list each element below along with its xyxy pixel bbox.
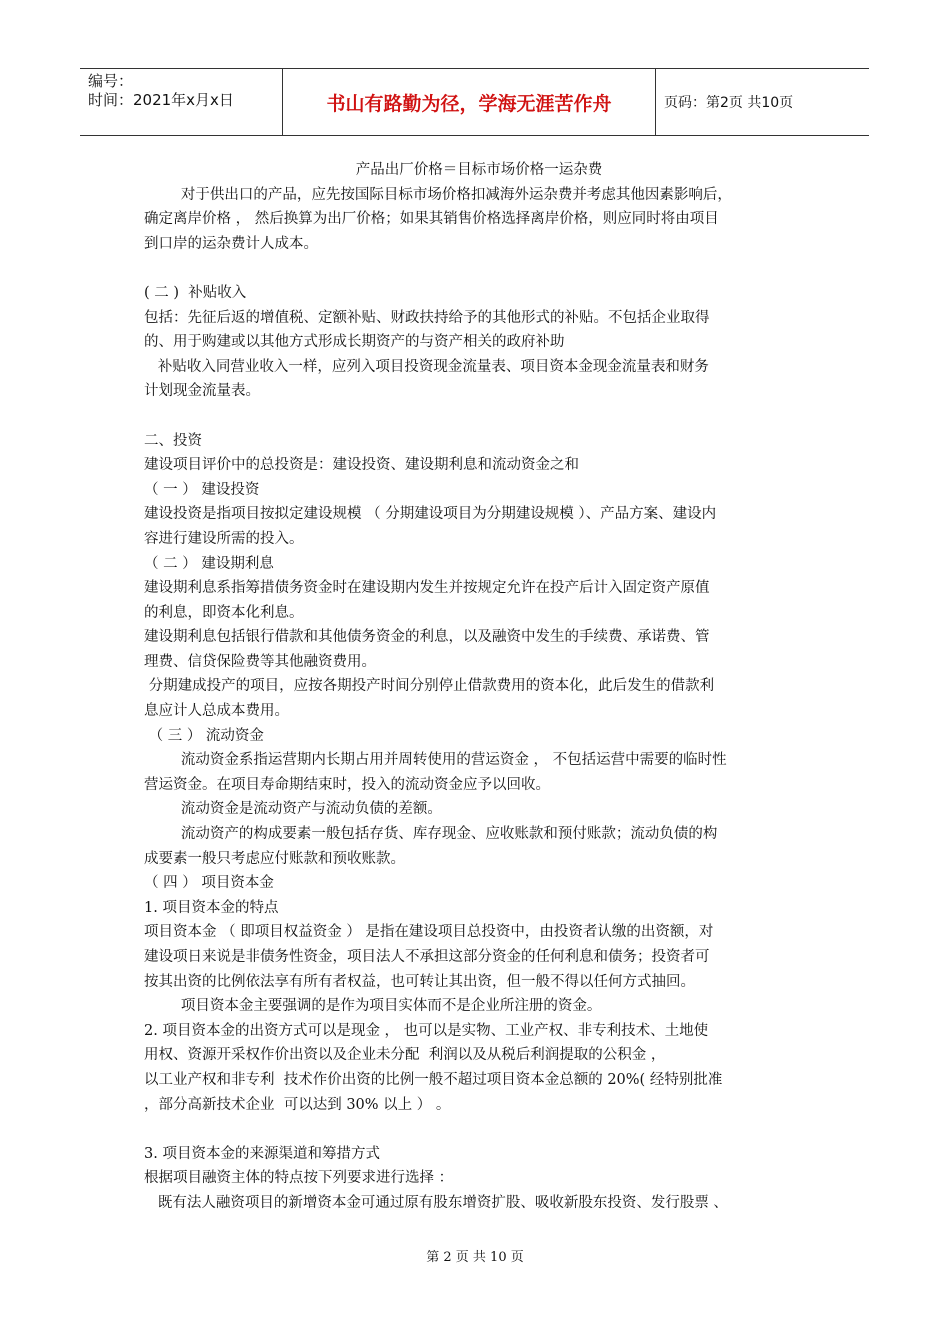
section-heading: （ 四 ） 项目资本金 [144,875,274,892]
body-line: 项目资本金主要强调的是作为项目实体而不是企业所注册的资金。 [144,998,602,1015]
body-line: 既有法人融资项目的新增资本金可通过原有股东增资扩股、吸收新股东投资、发行股票 、 [144,1194,728,1211]
document-number-label: 编号： [88,72,134,90]
body-line: 根据项目融资主体的特点按下列要求进行选择 ： [144,1170,454,1187]
body-line: 的、用于购建或以其他方式形成长期资产的与资产相关的政府补助 [144,334,565,351]
blank-line [144,1117,814,1142]
body-line: 的利息，即资本化利息。 [144,604,304,621]
body-line: 流动资金系指运营期内长期占用并周转使用的营运资金 ， 不包括运营中需要的临时性 [144,752,727,769]
body-line: 流动资产的构成要素一般包括存货、库存现金、应收账款和预付账款；流动负债的构 [144,826,718,843]
body-line: 按其出资的比例依法享有所有者权益，也可转让其出资，但一般不得以任何方式抽回。 [144,973,695,990]
section-heading: （ 二 ） 建设期利息 [144,555,274,572]
subsection-heading: 3. 项目资本金的来源渠道和筹措方式 [144,1145,380,1162]
section-heading: （ 一 ） 建设投资 [144,481,260,498]
body-line: 成要素一般只考虑应付账款和预收账款。 [144,850,405,867]
header-motto: 书山有路勤为径，学海无涯苦作舟 [283,69,656,135]
header-table [80,68,869,136]
section-heading: （ 三 ） 流动资金 [144,727,264,744]
subsection-heading: 1. 项目资本金的特点 [144,899,279,916]
body-line: 建设期利息系指筹措债务资金时在建设期内发生并按规定允许在投产后计入固定资产原值 [144,580,710,597]
body-line: 补贴收入同营业收入一样，应列入项目投资现金流量表、项目资本金现金流量表和财务 [144,358,709,375]
body-line: 建设投资是指项目按拟定建设规模 （ 分期建设项目为分期建设规模 ）、产品方案、建设内 [144,506,717,523]
body-line: 产品出厂价格＝目标市场价格一运杂费 [355,162,603,178]
body-line: 建设期利息包括银行借款和其他债务资金的利息，以及融资中发生的手续费、承诺费、管 [144,629,710,646]
body-line: 息应计人总成本费用。 [144,703,289,720]
body-line: 流动资金是流动资产与流动负债的差额。 [144,801,442,818]
body-line: 包括：先征后返的增值税、定额补贴、财政扶持给予的其他形式的补贴。不包括企业取得 [144,309,710,326]
body-line: 以工业产权和非专利 技术作价出资的比例一般不超过项目资本金总额的 20%( 经特别批准 [144,1071,723,1088]
blank-line [144,404,814,429]
page-footer: 第 2 页 共 10 页 [426,1250,524,1265]
document-date-label: 时间：2021年x月x日 [88,91,234,109]
body-line: 建设项目评价中的总投资是：建设投资、建设期利息和流动资金之和 [144,457,579,474]
body-line: 理费、信贷保险费等其他融资费用。 [144,653,376,670]
body-line: 对于供出口的产品，应先按国际目标市场价格扣减海外运杂费并考虑其他因素影响后， [144,186,732,203]
body-line: 计划现金流量表。 [144,383,260,400]
document-body [144,158,814,1216]
body-line: 到口岸的运杂费计人成本。 [144,235,318,252]
blank-line [144,256,814,281]
body-line: 用权、资源开采权作价出资以及企业未分配 利润以及从税后利润提取的公积金 ， [144,1047,666,1064]
body-line: 容进行建设所需的投入。 [144,530,304,547]
body-line: 分期建成投产的项目，应按各期投产时间分别停止借款费用的资本化，此后发生的借款利 [144,678,715,695]
section-heading: ( 二 ) 补贴收入 [144,284,247,301]
body-line: 建设项日来说是非债务性资金，项目法人不承担这部分资金的任何利息和债务；投资者可 [144,949,710,965]
body-line: ，部分高新技术企业 可以达到 30% 以上 ） 。 [144,1096,451,1113]
body-line: 项目资本金 （ 即项目权益资金 ） 是指在建设项目总投资中，由投资者认缴的出资额，对 [144,924,714,941]
body-line: 2. 项目资本金的出资方式可以是现金 ， 也可以是实物、工业产权、非专利技术、土地使 [144,1022,709,1039]
body-line: 营运资金。在项目寿命期结束时，投入的流动资金应予以回收。 [144,776,550,793]
body-line: 确定离岸价格 ， 然后换算为出厂价格；如果其销售价格选择离岸价格，则应同时将由项目 [144,211,719,228]
section-heading: 二、投资 [144,432,202,449]
header-meta-cell [80,69,283,135]
header-page-indicator: 页码：第2页 共10页 [664,95,794,111]
